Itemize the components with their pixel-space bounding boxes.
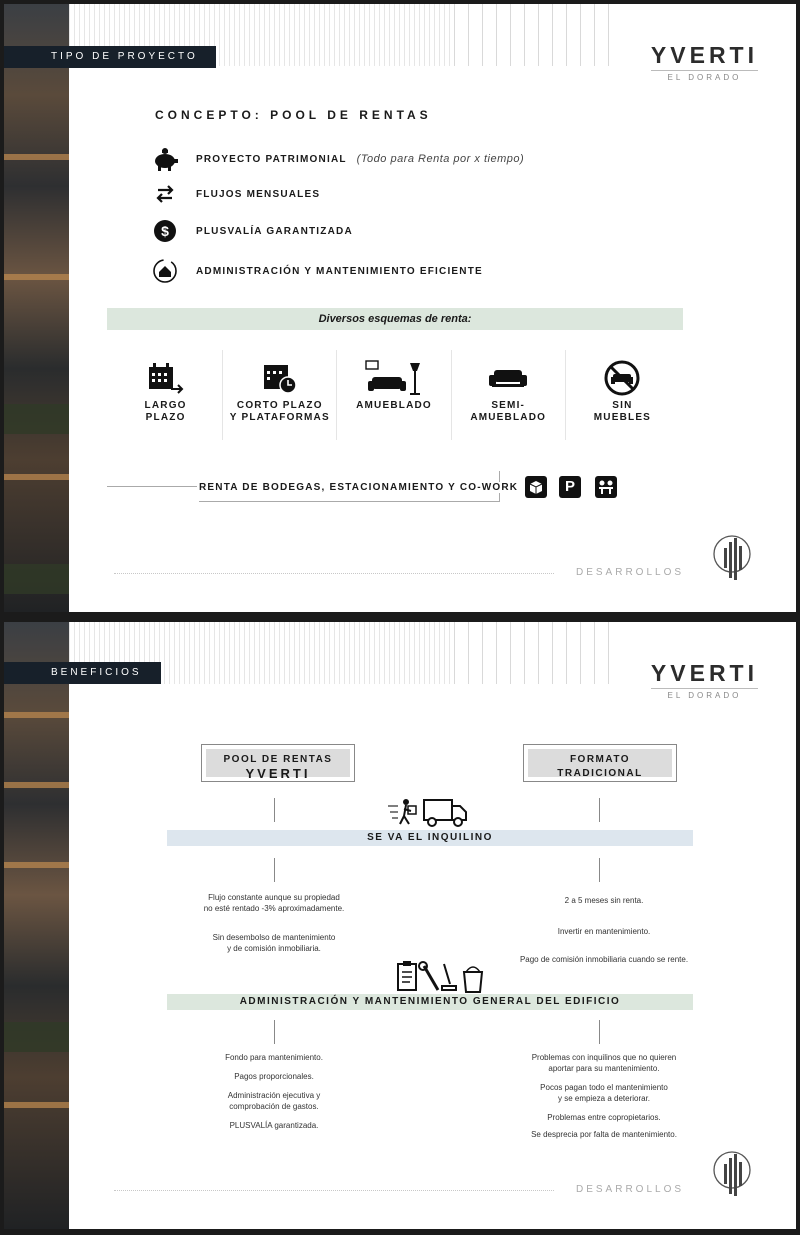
footer-divider <box>114 573 554 574</box>
formato-tradicional-box <box>523 744 677 782</box>
sofa-lamp-icon <box>337 356 450 400</box>
list-item: Pagos proporcionales. <box>234 1072 314 1081</box>
scheme-item <box>336 350 450 440</box>
brand-subtitle: EL DORADO <box>651 70 758 82</box>
building-photo-strip <box>4 622 69 1229</box>
scheme-item <box>222 350 336 440</box>
building-logo-icon <box>712 532 752 582</box>
scheme-item <box>565 350 679 440</box>
cowork-icon <box>595 476 617 498</box>
no-furniture-icon <box>566 356 679 400</box>
parking-icon: P <box>559 476 581 498</box>
traditional-maintenance-list <box>489 1052 719 1150</box>
decorative-stripes <box>454 622 614 684</box>
footer-divider <box>114 1190 554 1191</box>
tenant-leaves-banner: SE VA EL INQUILINO <box>167 830 693 846</box>
box-line: FORMATO <box>569 754 631 765</box>
pool-benefits-list <box>179 892 369 964</box>
calendar-arrow-icon <box>109 356 222 400</box>
dollar-coin-icon <box>152 218 178 244</box>
slide-tipo-de-proyecto <box>4 4 796 612</box>
piggy-bank-icon <box>152 146 178 172</box>
moving-truck-icon <box>386 794 470 835</box>
sofa-icon <box>452 356 565 400</box>
footer-label: DESARROLLOS <box>576 567 685 578</box>
box-line: YVERTI <box>245 766 311 781</box>
list-item: Flujo constante aunque su propiedad no esté rentado -3% aproximadamente. <box>203 893 345 913</box>
house-maintenance-icon <box>152 258 178 284</box>
connector-line <box>274 798 275 822</box>
feature-label: PLUSVALÍA GARANTIZADA <box>196 225 353 237</box>
traditional-drawbacks-list <box>489 895 719 975</box>
feature-label: FLUJOS MENSUALES <box>196 188 321 200</box>
scheme-label: CORTO PLAZO Y PLATAFORMAS <box>229 400 330 423</box>
scheme-label: SIN MUEBLES <box>593 400 652 423</box>
arrows-exchange-icon <box>152 181 178 207</box>
footer-label: DESARROLLOS <box>576 1184 685 1195</box>
feature-item <box>152 216 353 246</box>
list-item: Sin desembolso de mantenimiento y de comisión inmobiliaria. <box>212 933 336 953</box>
brand-logo <box>651 42 758 82</box>
building-maintenance-banner: ADMINISTRACIÓN Y MANTENIMIENTO GENERAL DEL EDIFICIO <box>167 994 693 1010</box>
divider <box>107 486 197 487</box>
feature-item <box>152 256 483 286</box>
section-tag: TIPO DE PROYECTO <box>4 46 216 68</box>
box-line: POOL DE RENTAS <box>223 754 333 765</box>
decorative-stripes <box>454 4 614 66</box>
pool-rentas-box <box>201 744 355 782</box>
list-item: 2 a 5 meses sin renta. <box>564 896 644 905</box>
connector-line <box>599 798 600 822</box>
scheme-item <box>109 350 222 440</box>
connector-line <box>599 858 600 882</box>
scheme-label: LARGO PLAZO <box>144 400 187 423</box>
feature-note: (Todo para Renta por x tiempo) <box>356 153 525 165</box>
list-item: Problemas con inquilinos que no quieren aportar para su mantenimiento. <box>531 1053 677 1073</box>
calendar-clock-icon <box>223 356 336 400</box>
scheme-label: SEMI- AMUEBLADO <box>470 400 547 423</box>
building-logo-icon <box>712 1148 752 1198</box>
section-tag: BENEFICIOS <box>4 662 161 684</box>
brand-name: YVERTI <box>650 42 758 68</box>
pool-maintenance-list <box>179 1052 369 1141</box>
list-item: Administración ejecutiva y comprobación de gastos. <box>227 1091 321 1111</box>
extras-label: RENTA DE BODEGAS, ESTACIONAMIENTO Y CO-WORK <box>199 482 519 493</box>
feature-item <box>152 144 524 174</box>
page-title: CONCEPTO: POOL DE RENTAS <box>155 108 432 122</box>
rental-schemes <box>109 350 679 440</box>
list-item: Invertir en mantenimiento. <box>557 927 651 936</box>
brand-subtitle: EL DORADO <box>651 688 758 700</box>
connector-line <box>274 858 275 882</box>
list-item: Problemas entre copropietarios. <box>547 1113 661 1122</box>
connector-line <box>274 1020 275 1044</box>
feature-label: ADMINISTRACIÓN Y MANTENIMIENTO EFICIENTE <box>196 265 483 277</box>
scheme-item <box>451 350 565 440</box>
schemes-banner: Diversos esquemas de renta: <box>107 308 683 330</box>
list-item: Pago de comisión inmobiliaria cuando se rente. <box>519 955 689 964</box>
connector-line <box>599 1020 600 1044</box>
list-item: Se desprecia por falta de mantenimiento. <box>531 1130 677 1139</box>
brand-name: YVERTI <box>650 660 758 686</box>
box-line: TRADICIONAL <box>557 768 643 779</box>
svg-text:$: $ <box>161 223 169 239</box>
feature-label: PROYECTO PATRIMONIAL <box>196 153 347 165</box>
scheme-label: AMUEBLADO <box>356 400 432 411</box>
list-item: Pocos pagan todo el mantenimiento y se empieza a deteriorar. <box>540 1083 668 1103</box>
building-photo-strip <box>4 4 69 612</box>
feature-item <box>152 179 320 209</box>
storage-box-icon <box>525 476 547 498</box>
brand-logo <box>651 660 758 700</box>
list-item: PLUSVALÍA garantizada. <box>229 1121 319 1130</box>
slide-beneficios <box>4 622 796 1229</box>
list-item: Fondo para mantenimiento. <box>225 1053 323 1062</box>
